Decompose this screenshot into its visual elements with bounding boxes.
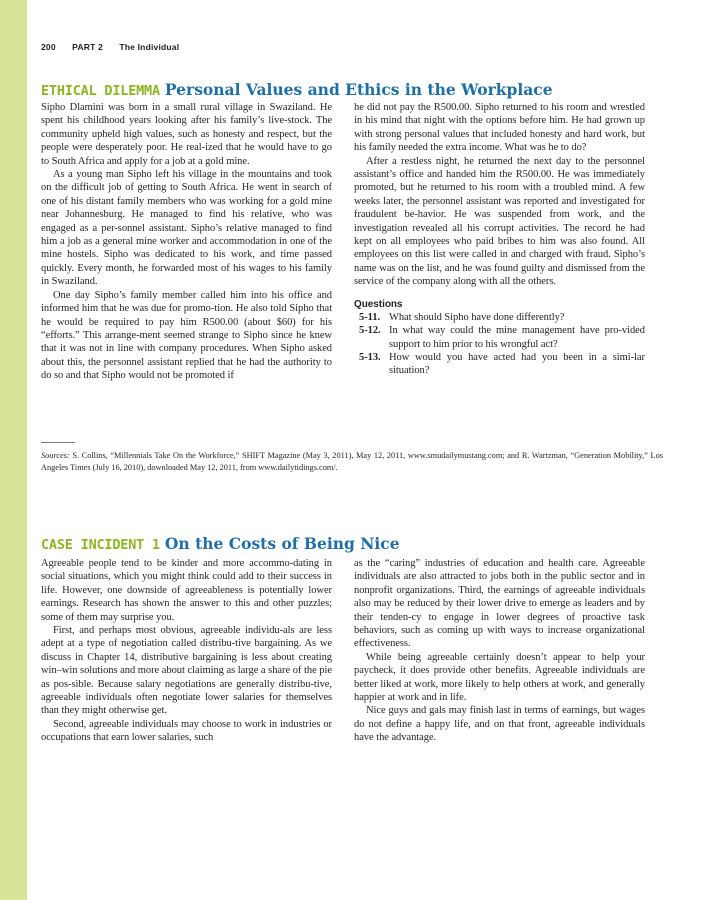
- page-number: 200: [41, 42, 56, 52]
- sources-label: Sources:: [41, 451, 70, 460]
- case-incident-heading: [41, 533, 661, 555]
- questions-heading: Questions: [354, 298, 403, 310]
- question-number: 5-12.: [359, 325, 381, 337]
- question-text: In what way could the mine management have pro-vided support to him prior to his wrongful act?: [389, 325, 645, 350]
- footnote-rule: [41, 442, 75, 443]
- paragraph: While being agreeable certainly doesn’t appear to help your paycheck, it does provide other benefits. Agreeable individuals are better liked at work, more likely to help others at work, and generally happier at work and in life.: [354, 651, 645, 704]
- question-text: How would you have acted had you been in a simi-lar situation?: [389, 351, 645, 377]
- case-incident-left-column: [41, 557, 332, 745]
- ethical-dilemma-title: Personal Values and Ethics in the Workplace: [164, 80, 553, 99]
- side-color-bar: [0, 0, 27, 900]
- part-label: PART 2: [72, 42, 103, 52]
- part-title: The Individual: [119, 42, 180, 52]
- question-item: [354, 324, 645, 351]
- paragraph: Sipho Dlamini was born in a small rural village in Swaziland. He spent his childhood years looking after his family’s live-stock. The community upheld high values, such as honesty and respect, but the people were desperately poor. He real-ized that he would have to go to South Africa and apply for a job at a gold mine.: [41, 102, 332, 167]
- question-number: 5-13.: [359, 351, 381, 363]
- paragraph: As a young man Sipho left his village in the mountains and took on the difficult job of getting to South Africa. He went in search of one of his distant family members who was working for a gold mine near Johannesburg. He managed to find his relative, who was engaged as a per-sonnel assistant. Sipho’s relative managed to find him a job as a general mine worker and accommodation in one of the mine hostels. Sipho was dedicated to his work, and time passed quickly. Every month, he forwarded most of his wages to his family in Swaziland.: [41, 169, 332, 288]
- running-header: [41, 42, 193, 54]
- paragraph: Second, agreeable individuals may choose to work in industries or occupations that earn lower salaries, such: [41, 718, 332, 744]
- paragraph: as the “caring” industries of education and health care. Agreeable individuals are also attracted to jobs both in the public sector and in nonprofit organizations. Third, the earnings of agreeable individuals also may be reduced by their lower drive to emerge as leaders and by their tenden-cy to engage in lower degrees of proactive task behaviors, such as coming up with ways to increase organizational effectiveness.: [354, 558, 645, 650]
- paragraph: Nice guys and gals may finish last in terms of earnings, but wages do not define a happy life, and on that front, agreeable individuals have the advantage.: [354, 705, 645, 744]
- case-incident-label: CASE INCIDENT 1: [41, 537, 160, 553]
- paragraph: he did not pay the R500.00. Sipho returned to his room and wrestled in his mind that night with the options before him. He had grown up with strong personal values that included honesty and hard work, but his family needed the extra income. What was he to do?: [354, 102, 645, 154]
- paragraph: Agreeable people tend to be kinder and more accommo-dating in social situations, which you might think could add to their success in life. However, one downside of agreeableness is potentially lower earnings. Research has shown the answer to this and other puzzles; some of them may surprise you.: [41, 558, 332, 623]
- case-incident-right-column: [354, 557, 645, 745]
- ethical-dilemma-left-column: [41, 101, 332, 383]
- ethical-dilemma-heading: [41, 79, 661, 101]
- question-item: [354, 311, 645, 324]
- question-number: 5-11.: [359, 311, 381, 323]
- ethical-dilemma-right-column: [354, 101, 645, 378]
- paragraph: First, and perhaps most obvious, agreeable individu-als are less adept at a type of negotiation called distribu-tive bargaining. As we discuss in Chapter 14, distributive bargaining is less about creating win–win solutions and more about claiming as large a share of the pie as pos-sible. Because salary negotiations are generally distribu-tive, agreeable individuals often negotiate lower salaries for themselves than they might otherwise get.: [41, 625, 332, 717]
- question-item: [354, 351, 645, 378]
- paragraph: After a restless night, he returned the next day to the personnel assistant’s office and handed him the R500.00. He was immediately promoted, but he returned to his room with a troubled mind. A few weeks later, the personnel assistant was reported and investigated for fraudulent be-havior. He was suspended from work, and the investigation revealed all his corrupt activities. The record he had kept on all employees who paid bribes to him was also found. All employees on this list were called in and charged with fraud. Sipho’s name was on the list, and he was found guilty and dismissed from the service of the company along with all the others.: [354, 155, 645, 288]
- sources-note: [41, 450, 663, 473]
- ethical-dilemma-label: ETHICAL DILEMMA: [41, 83, 160, 99]
- case-incident-title: On the Costs of Being Nice: [164, 534, 400, 553]
- question-text: What should Sipho have done differently?: [389, 311, 565, 323]
- sources-text: S. Collins, “Millennials Take On the Workforce,” SHIFT Magazine (May 3, 2011), May 12, 2011, www.smudailymustang.com; and R. Wartzman, “Generation Mobility,” Los Angeles Times (July 16, 2010), downloaded May 12, 2011, from www.dailytidings.com/.: [41, 451, 664, 472]
- paragraph: One day Sipho’s family member called him into his office and informed him that he was due for promo-tion. He also told Sipho that he would be required to pay him R500.00 (about $60) for his “efforts.” This arrange-ment seemed strange to Sipho since he knew that it was not in line with company procedures. When Sipho asked about this, the personnel assistant replied that he had the authority to do so and that Sipho would not be promoted if: [41, 289, 332, 382]
